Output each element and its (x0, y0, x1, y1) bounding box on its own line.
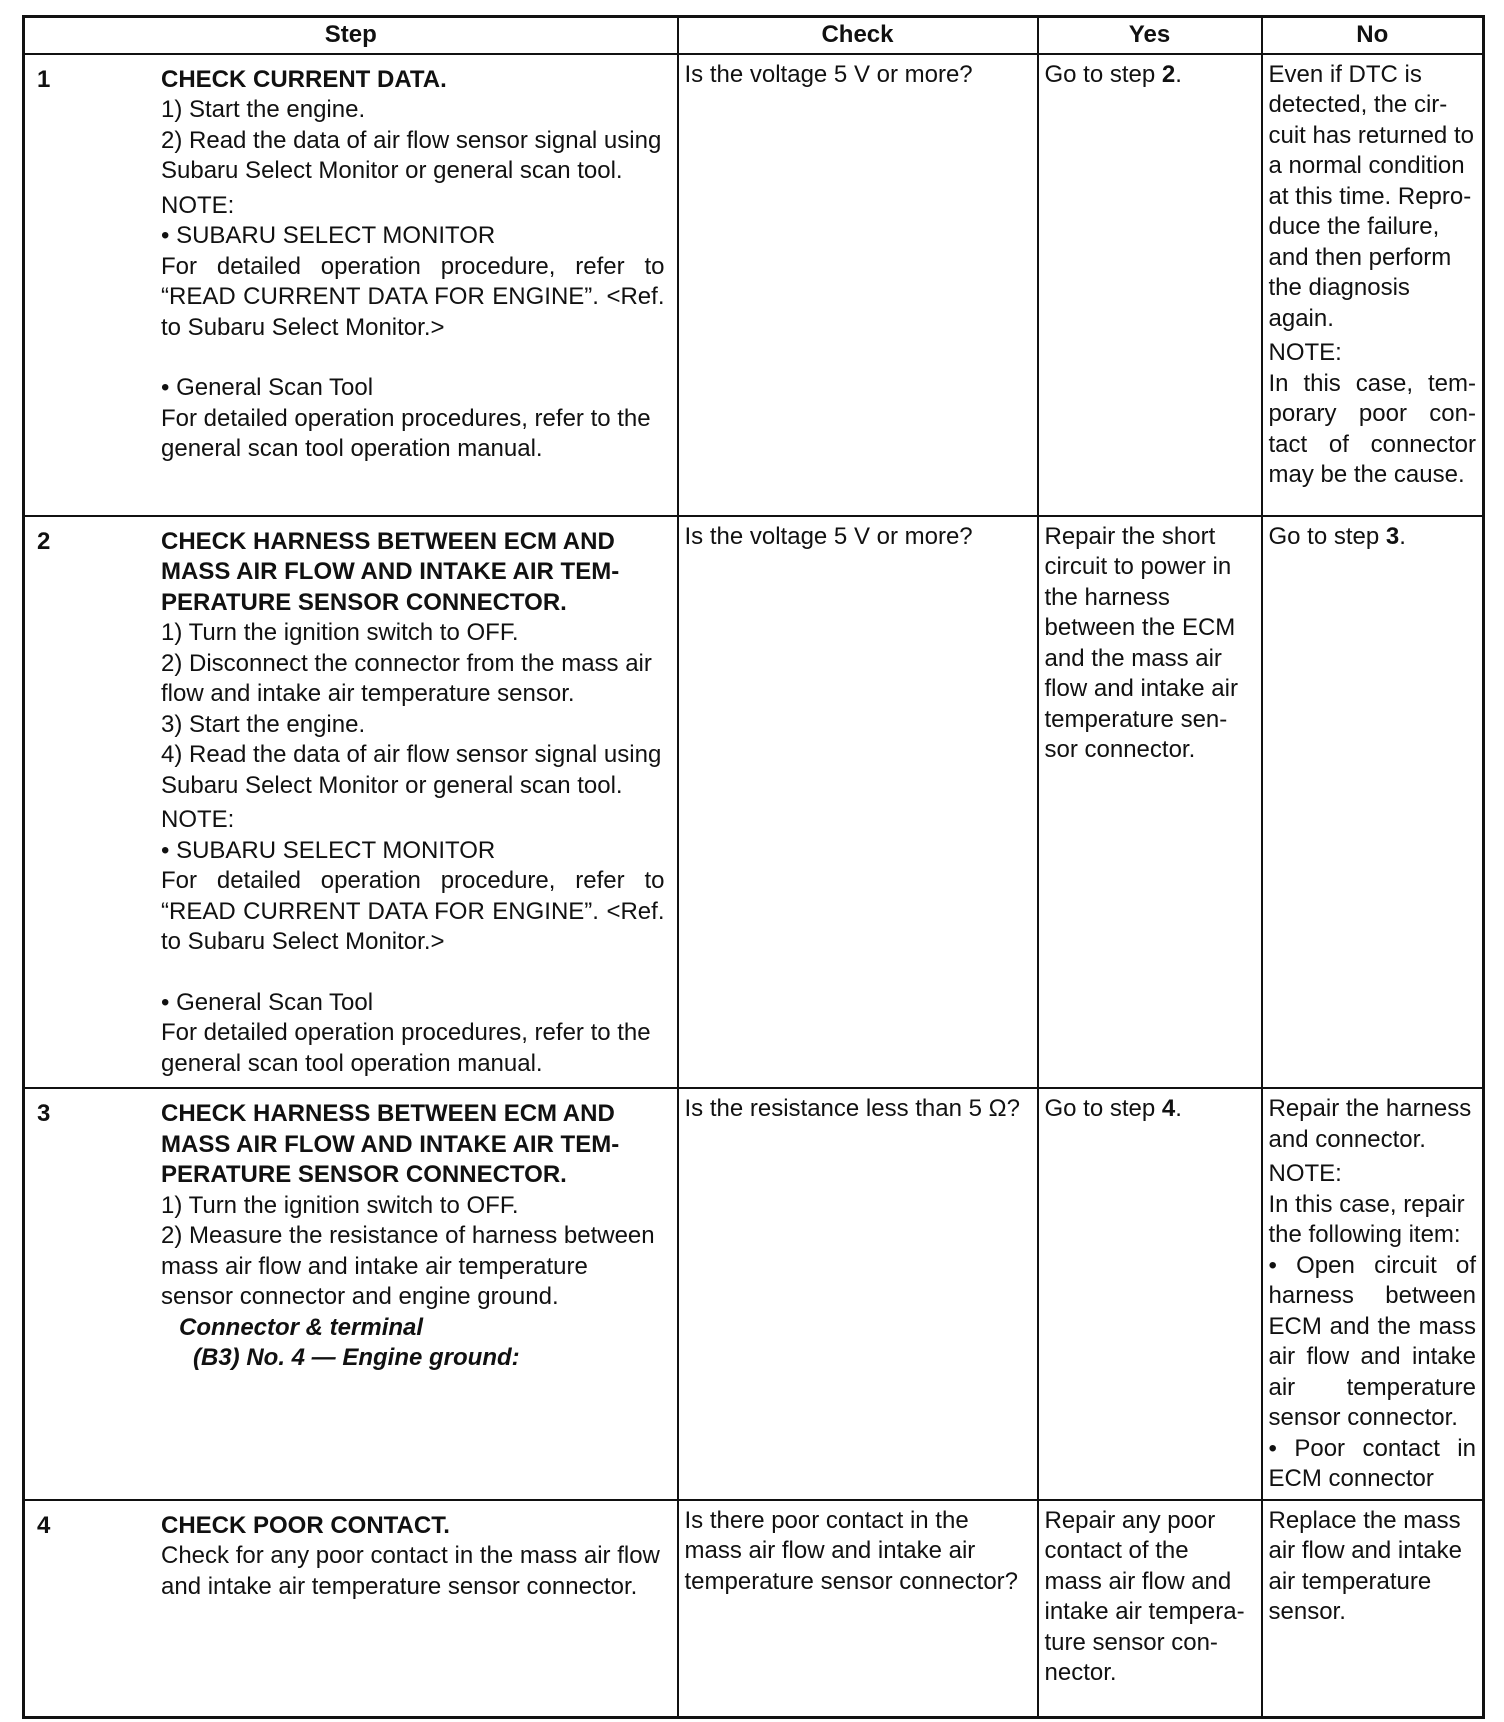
header-step: Step (24, 17, 678, 54)
no-text: and then perform (1268, 243, 1452, 271)
note-text: In this case, repair (1268, 1190, 1465, 1218)
step-cell (24, 54, 678, 516)
no-text: a normal condition (1268, 152, 1465, 179)
table-row (24, 1500, 1484, 1718)
note-bullet: • SUBARU SELECT MONITOR (161, 836, 496, 864)
yes-text: Go to step (1044, 1095, 1162, 1122)
step-instruction: 3) Start the engine. (161, 710, 366, 738)
step-link: 4 (1161, 1095, 1176, 1122)
header-no: No (1262, 17, 1484, 54)
connector-terminal-label: Connector & terminal (179, 1313, 424, 1341)
note-text: For detailed operation procedure, refer to (161, 252, 665, 280)
no-text: sensor. (1268, 1598, 1346, 1625)
note-text: air flow and intake (1268, 1343, 1476, 1370)
check-cell: Is the resistance less than 5 Ω? (678, 1088, 1038, 1500)
note-text: porary poor con- (1268, 400, 1476, 427)
step-title: CHECK HARNESS BETWEEN ECM AND (161, 527, 615, 555)
check-text: Is there poor contact in the (684, 1506, 969, 1534)
check-cell (678, 1500, 1038, 1718)
note-text: For detailed operation procedure, refer to (161, 867, 665, 894)
no-text: and connector. (1268, 1125, 1426, 1153)
no-cell (1262, 516, 1484, 1089)
yes-text: mass air flow and (1044, 1567, 1232, 1595)
yes-text: Repair the short (1044, 522, 1216, 550)
note-text: For detailed operation procedures, refer to the general scan tool operation manual. (161, 1019, 651, 1077)
note-text: sensor connector. (1268, 1404, 1458, 1431)
yes-text: sor connector. (1044, 736, 1196, 763)
yes-cell (1038, 54, 1262, 516)
step-cell (24, 1500, 678, 1718)
yes-text: ture sensor con- (1044, 1628, 1218, 1656)
yes-cell (1038, 516, 1262, 1089)
no-text: air flow and intake (1268, 1537, 1462, 1564)
note-bullet: • SUBARU SELECT MONITOR (161, 222, 496, 249)
step-number: 1 (37, 65, 51, 93)
check-cell: Is the voltage 5 V or more? (678, 54, 1038, 516)
step-title: PERATURE SENSOR CONNECTOR. (161, 1161, 567, 1188)
step-instruction: 4) Read the data of air flow sensor signal using Subaru Select Monitor or general scan tool. (161, 741, 662, 799)
yes-cell (1038, 1088, 1262, 1500)
note-text: In this case, tem- (1268, 369, 1476, 397)
no-text: air temperature (1268, 1567, 1432, 1595)
step-instruction: 1) Turn the ignition switch to OFF. (161, 619, 519, 646)
note-text: ECM connector (1268, 1465, 1434, 1492)
step-title: CHECK POOR CONTACT. (161, 1511, 450, 1539)
no-text: the diagnosis (1268, 274, 1410, 301)
no-text: duce the failure, (1268, 213, 1440, 240)
no-cell (1262, 54, 1484, 516)
step-link: 3 (1385, 522, 1400, 550)
step-number: 2 (37, 527, 51, 555)
step-instruction: Check for any poor contact in the mass air flow and intake air temperature sensor connector. (161, 1542, 660, 1600)
step-instruction: 2) Read the data of air flow sensor signal using Subaru Select Monitor or general scan tool. (161, 126, 662, 184)
note-text: For detailed operation procedures, refer to the general scan tool operation manual. (161, 404, 651, 462)
note-label: NOTE: (1268, 339, 1342, 366)
header-yes: Yes (1038, 17, 1262, 54)
note-bullet: • Poor contact in (1268, 1434, 1476, 1462)
step-cell (24, 516, 678, 1089)
yes-text: and the mass air (1044, 644, 1222, 672)
note-text: tact of connector (1268, 430, 1476, 458)
note-bullet: • General Scan Tool (161, 374, 374, 401)
no-text: again. (1268, 304, 1334, 332)
table-row (24, 1088, 1484, 1500)
yes-text: Repair any poor (1044, 1506, 1216, 1534)
yes-text: intake air tempera- (1044, 1598, 1245, 1625)
no-text: cuit has returned to (1268, 121, 1474, 149)
yes-text: nector. (1044, 1659, 1117, 1686)
table-row (24, 54, 1484, 516)
step-title: MASS AIR FLOW AND INTAKE AIR TEM- (161, 558, 620, 585)
diagnostic-procedure-table (22, 15, 1485, 1719)
yes-cell (1038, 1500, 1262, 1718)
note-text: harness between (1268, 1282, 1476, 1309)
no-text: detected, the cir- (1268, 91, 1448, 118)
step-link: 2 (1161, 60, 1176, 88)
note-text: the following item: (1268, 1221, 1461, 1248)
no-text: at this time. Repro- (1268, 182, 1472, 210)
table-row (24, 516, 1484, 1089)
note-label: NOTE: (161, 191, 235, 219)
step-number: 4 (37, 1511, 51, 1539)
note-bullet: • Open circuit of (1268, 1251, 1476, 1279)
yes-text: flow and intake air (1044, 675, 1238, 702)
no-text: Even if DTC is (1268, 60, 1422, 88)
step-instruction: 2) Measure the resistance of harness between mass air flow and intake air temperature sensor connector and engine ground. (161, 1222, 655, 1310)
no-text: Go to step (1268, 522, 1386, 550)
note-text: air temperature (1268, 1373, 1476, 1401)
header-row (24, 17, 1484, 54)
yes-text: Go to step (1044, 60, 1162, 88)
note-text: may be the cause. (1268, 461, 1465, 488)
note-text: “READ CURRENT DATA FOR ENGINE”. <Ref. (161, 283, 665, 310)
step-number: 3 (37, 1100, 51, 1127)
yes-text: between the ECM (1044, 614, 1236, 641)
note-bullet: • General Scan Tool (161, 988, 374, 1016)
note-text: to Subaru Select Monitor.> (161, 928, 445, 955)
note-label: NOTE: (1268, 1160, 1342, 1187)
no-cell (1262, 1500, 1484, 1718)
step-title: PERATURE SENSOR CONNECTOR. (161, 588, 567, 616)
step-title: CHECK CURRENT DATA. (161, 65, 447, 93)
yes-text: temperature sen- (1044, 705, 1228, 733)
no-cell (1262, 1088, 1484, 1500)
check-text: mass air flow and intake air (684, 1537, 976, 1564)
yes-text: contact of the (1044, 1537, 1189, 1564)
no-text: Repair the harness (1268, 1095, 1472, 1122)
step-title: MASS AIR FLOW AND INTAKE AIR TEM- (161, 1130, 620, 1158)
step-instruction: 2) Disconnect the connector from the mass air flow and intake air temperature sensor. (161, 649, 652, 707)
yes-text: . (1175, 1095, 1182, 1122)
note-text: ECM and the mass (1268, 1312, 1476, 1340)
step-instruction: 1) Turn the ignition switch to OFF. (161, 1191, 519, 1219)
check-cell: Is the voltage 5 V or more? (678, 516, 1038, 1089)
yes-text: circuit to power in (1044, 553, 1232, 580)
yes-text: the harness (1044, 583, 1170, 611)
note-text: to Subaru Select Monitor.> (161, 313, 445, 341)
note-label: NOTE: (161, 806, 235, 833)
no-text: Replace the mass (1268, 1506, 1461, 1534)
yes-text: . (1175, 60, 1182, 88)
note-text: “READ CURRENT DATA FOR ENGINE”. <Ref. (161, 897, 665, 925)
header-check: Check (678, 17, 1038, 54)
no-text: . (1399, 522, 1406, 550)
step-title: CHECK HARNESS BETWEEN ECM AND (161, 1100, 615, 1127)
connector-terminal-value: (B3) No. 4 — Engine ground: (193, 1344, 520, 1371)
step-instruction: 1) Start the engine. (161, 96, 366, 123)
step-cell (24, 1088, 678, 1500)
check-text: temperature sensor connector? (684, 1567, 1019, 1595)
